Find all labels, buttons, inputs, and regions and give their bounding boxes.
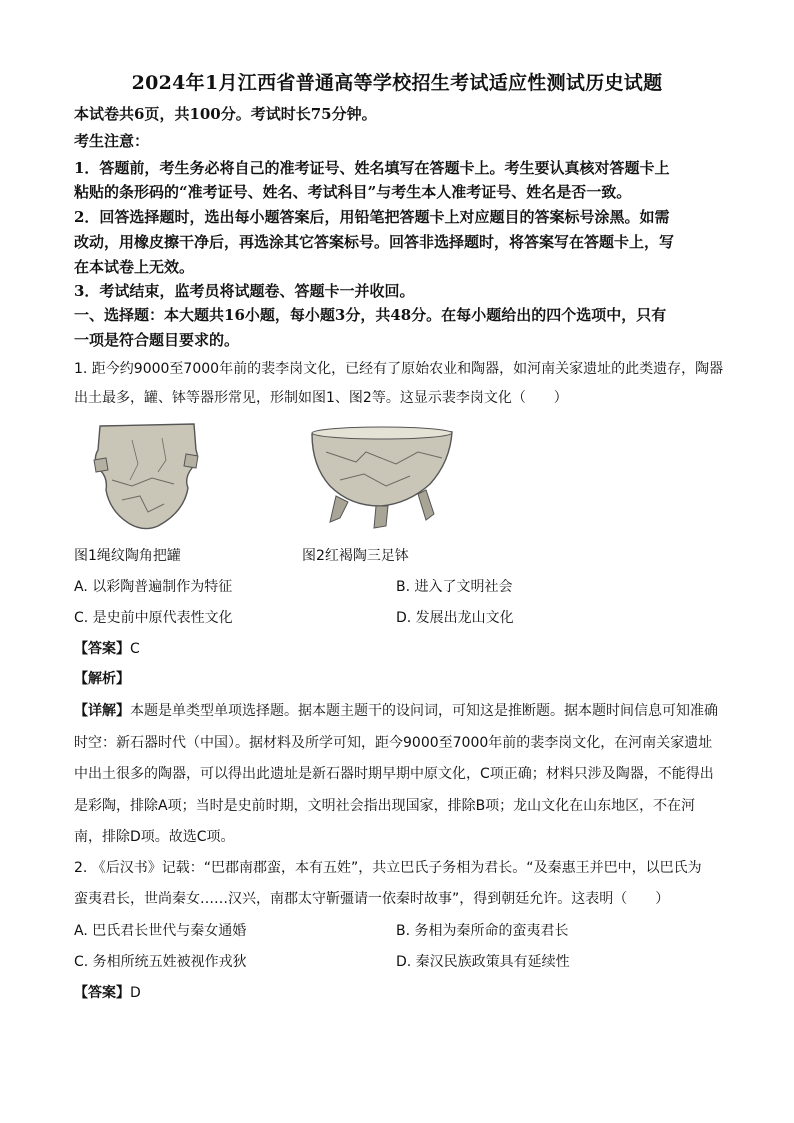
q1-detail-line-5: 南，排除D项。故选C项。	[74, 829, 235, 845]
intro-line-3: 1．答题前，考生务必将自己的准考证号、姓名填写在答题卡上。考生要认真核对答题卡上	[74, 159, 670, 177]
q1-option-c[interactable]: C. 是史前中原代表性文化	[74, 610, 233, 626]
q1-option-d[interactable]: D. 发展出龙山文化	[396, 610, 514, 626]
intro-line-5: 2．回答选择题时，选出每小题答案后，用铅笔把答题卡上对应题目的答案标号涂黑。如需	[74, 208, 670, 226]
figure-1-caption: 图1绳纹陶角把罐	[74, 548, 181, 564]
answer-value: D	[130, 985, 141, 1001]
detail-label: 【详解】	[74, 703, 130, 719]
q1-stem-line-1: 1. 距今约9000至7000年前的裴李岗文化，已经有了原始农业和陶器，如河南关家遗址的此类遗存，陶器	[74, 361, 724, 377]
q1-answer	[74, 638, 140, 658]
q1-option-b[interactable]: B. 进入了文明社会	[396, 579, 513, 595]
intro-line-4: 粘贴的条形码的“准考证号、姓名、考试科目”与考生本人准考证号、姓名是否一致。	[74, 183, 632, 201]
q1-detail-line-2: 时空：新石器时代（中国）。据材料及所学可知，距今9000至7000年前的裴李岗文化，在河南关家遗址	[74, 735, 713, 751]
figure-1-pottery-jar	[92, 420, 202, 535]
q2-option-a[interactable]: A. 巴氏君长世代与秦女通婚	[74, 923, 247, 939]
q1-option-a[interactable]: A. 以彩陶普遍制作为特征	[74, 579, 233, 595]
section-heading-1: 一、选择题：本大题共16小题，每小题3分，共48分。在每小题给出的四个选项中，只有	[74, 306, 667, 324]
intro-line-6: 改动，用橡皮擦干净后，再选涂其它答案标号。回答非选择题时，将答案写在答题卡上，写	[74, 233, 675, 251]
q2-stem-line-1: 2. 《后汉书》记载：“巴郡南郡蛮，本有五姓”，共立巴氏子务相为君长。“及秦惠王并巴中，以巴氏为	[74, 860, 702, 876]
q1-detail-line-3: 中出土很多的陶器，可以得出此遗址是新石器时期早期中原文化，C项正确；材料只涉及陶器，不能得出	[74, 766, 714, 782]
intro-line-1: 本试卷共6页，共100分。考试时长75分钟。	[74, 105, 377, 123]
detail-text-1: 本题是单类型单项选择题。据本题主题干的设问词，可知这是推断题。据本题时间信息可知准确	[130, 703, 718, 719]
intro-line-2: 考生注意：	[74, 132, 150, 150]
q2-option-b[interactable]: B. 务相为秦所命的蛮夷君长	[396, 923, 569, 939]
answer-label: 【答案】	[74, 985, 130, 1001]
page-title: 2024年1月江西省普通高等学校招生考试适应性测试历史试题	[131, 72, 663, 94]
q1-detail-line-1	[74, 700, 718, 720]
analysis-label: 【解析】	[74, 671, 130, 687]
q1-detail-line-4: 是彩陶，排除A项；当时是史前时期，文明社会指出现国家，排除B项；龙山文化在山东地区，不在河	[74, 798, 696, 814]
section-heading-2: 一项是符合题目要求的。	[74, 331, 240, 349]
q1-analysis-label	[74, 668, 130, 688]
q1-stem-line-2: 出土最多，罐、钵等器形常见，形制如图1、图2等。这显示裴李岗文化（ ）	[74, 390, 568, 406]
figure-2-caption: 图2红褐陶三足钵	[302, 548, 409, 564]
answer-label: 【答案】	[74, 641, 130, 657]
figure-2-three-footed-bowl	[306, 422, 456, 530]
intro-line-8: 3．考试结束，监考员将试题卷、答题卡一并收回。	[74, 282, 415, 300]
answer-value: C	[130, 641, 140, 657]
q2-stem-line-2: 蛮夷君长，世尚秦女……汉兴，南郡太守靳彊请一依秦时故事”，得到朝廷允许。这表明（ ）	[74, 891, 670, 907]
intro-line-7: 在本试卷上无效。	[74, 258, 195, 276]
q2-answer	[74, 982, 141, 1002]
q2-option-d[interactable]: D. 秦汉民族政策具有延续性	[396, 954, 570, 970]
q2-option-c[interactable]: C. 务相所统五姓被视作戎狄	[74, 954, 247, 970]
